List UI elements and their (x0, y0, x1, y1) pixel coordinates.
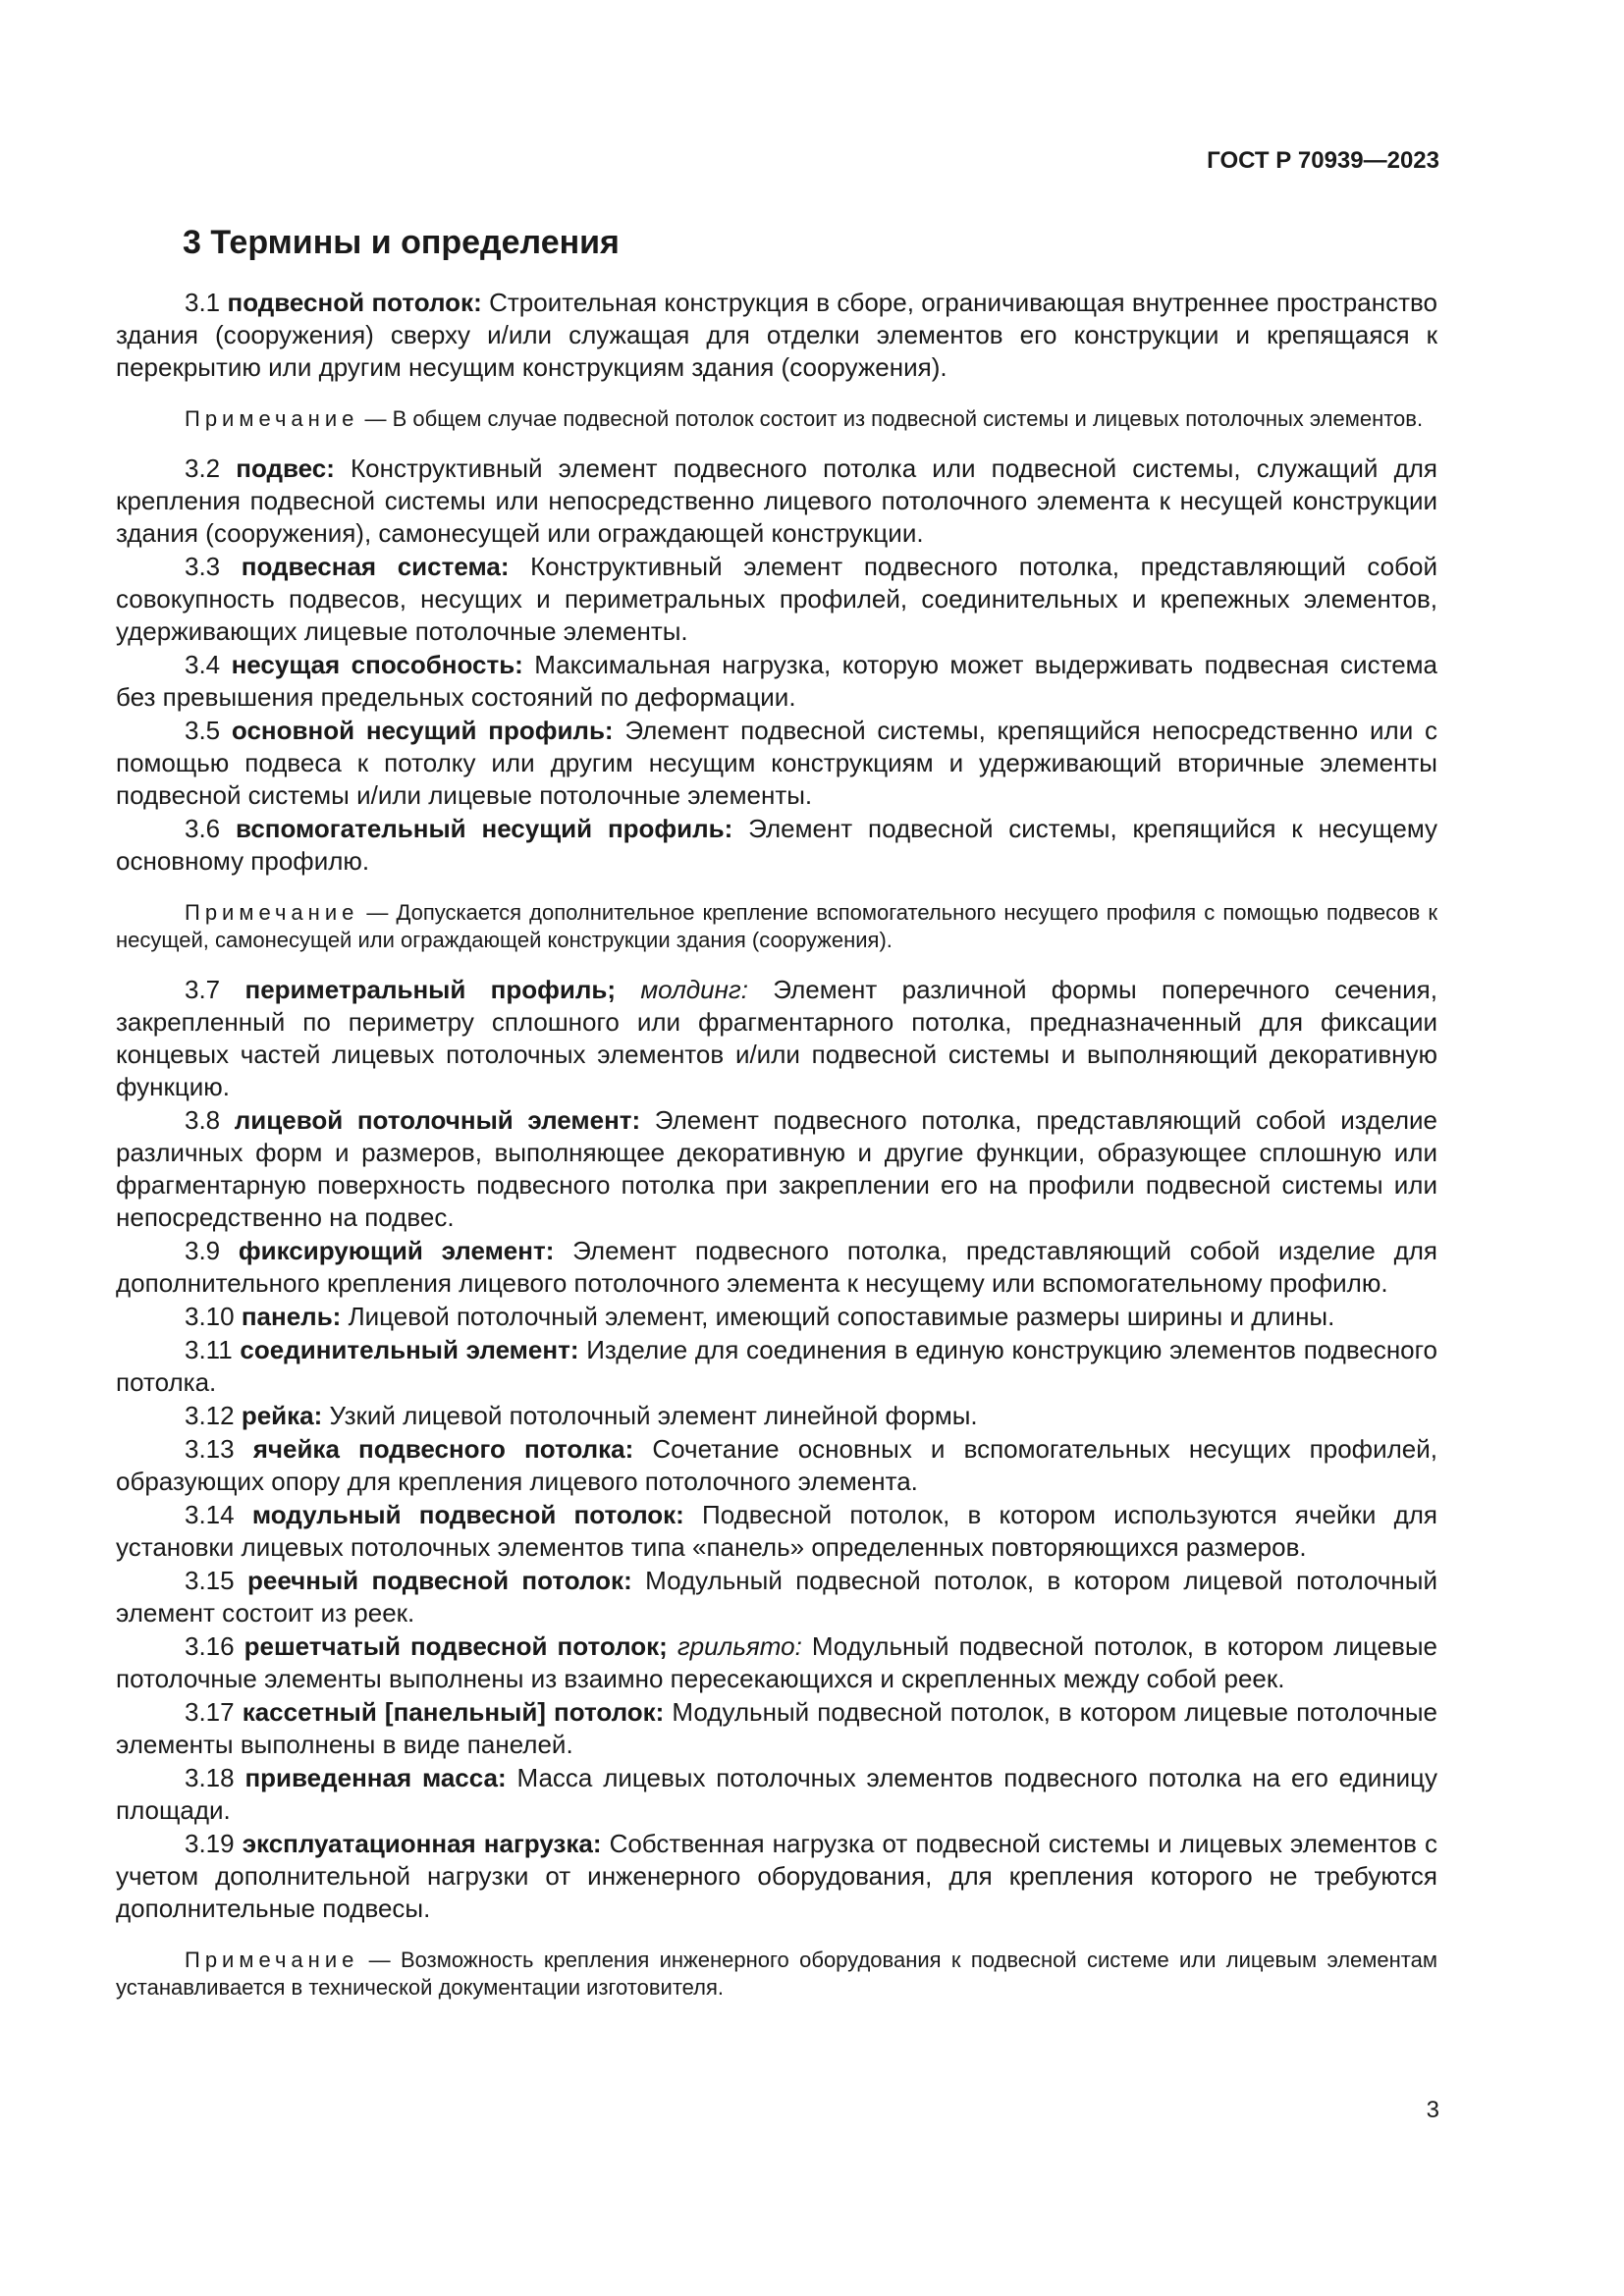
note: Примечание — В общем случае подвесной потолок состоит из подвесной системы и лицевых потолочных элементов. (185, 406, 1424, 431)
term-3-6: 3.6 вспомогательный несущий профиль: Элемент подвесной системы, крепящийся к несущему основному профилю. (116, 814, 1438, 876)
term-3-9: 3.9 фиксирующий элемент: Элемент подвесного потолка, представляющий собой изделие для дополнительного крепления лицевого потолочного элемента к несущему или вспомогательному профилю. (116, 1236, 1437, 1298)
section-heading: 3 Термины и определения (183, 224, 620, 261)
term-3-1: 3.1 подвесной потолок: Строительная конструкция в сборе, ограничивающая внутреннее пространство здания (сооружения) сверху и/или служащая для отделки элементов его конструкции и крепящаяся к перекрытию или другим несущим конструкциям здания (сооружения). (116, 288, 1437, 382)
term-3-16: 3.16 решетчатый подвесной потолок; грильято: Модульный подвесной потолок, в котором лицевые потолочные элементы выполнены из взаимно пересекающихся и скрепленных между собой реек. (116, 1631, 1437, 1693)
note: Примечание — Возможность крепления инженерного оборудования к подвесной системе или лицевым элементам устанавливается в технической документации изготовителя. (116, 1948, 1437, 2000)
term-3-15: 3.15 реечный подвесной потолок: Модульный подвесной потолок, в котором лицевой потолочный элемент состоит из реек. (116, 1566, 1437, 1628)
term-3-17: 3.17 кассетный [панельный] потолок: Модульный подвесной потолок, в котором лицевые потолочные элементы выполнены в виде панелей. (116, 1697, 1437, 1759)
term-3-4: 3.4 несущая способность: Максимальная нагрузка, которую может выдерживать подвесная система без превышения предельных состояний по деформации. (116, 650, 1437, 712)
document-id: ГОСТ Р 70939—2023 (1207, 147, 1439, 174)
term-3-12: 3.12 рейка: Узкий лицевой потолочный элемент линейной формы. (185, 1401, 978, 1430)
term-3-18: 3.18 приведенная масса: Масса лицевых потолочных элементов подвесного потолка на его единицу площади. (116, 1763, 1437, 1825)
term-3-7: 3.7 периметральный профиль; молдинг: Элемент различной формы поперечного сечения, закрепленный по периметру сплошного или фрагментарного потолка, предназначенный для фиксации концевых частей лицевых потолочных элементов и/или подвесной системы и выполняющий декоративную функцию. (116, 975, 1437, 1101)
term-3-2: 3.2 подвес: Конструктивный элемент подвесного потолка или подвесной системы, служащий для крепления подвесной системы или непосредственно лицевого потолочного элемента к несущей конструкции здания (сооружения), самонесущей или ограждающей конструкции. (116, 454, 1437, 548)
term-3-3: 3.3 подвесная система: Конструктивный элемент подвесного потолка, представляющий собой совокупность подвесов, несущих и периметральных профилей, соединительных и крепежных элементов, удерживающих лицевые потолочные элементы. (116, 552, 1437, 646)
term-3-11: 3.11 соединительный элемент: Изделие для соединения в единую конструкцию элементов подвесного потолка. (116, 1335, 1438, 1397)
term-3-13: 3.13 ячейка подвесного потолка: Сочетание основных и вспомогательных несущих профилей, образующих опору для крепления лицевого потолочного элемента. (116, 1434, 1437, 1496)
page-number: 3 (1426, 2097, 1439, 2123)
term-3-8: 3.8 лицевой потолочный элемент: Элемент подвесного потолка, представляющий собой изделие различных форм и размеров, выполняющее декоративную и другие функции, образующее сплошную или фрагментарную поверхность подвесного потолка при закреплении его на профили подвесной системы или непосредственно на подвес. (116, 1105, 1437, 1232)
term-3-10: 3.10 панель: Лицевой потолочный элемент, имеющий сопоставимые размеры ширины и длины. (185, 1302, 1335, 1331)
note: Примечание — Допускается дополнительное крепление вспомогательного несущего профиля с помощью подвесов к несущей, самонесущей или ограждающей конструкции здания (сооружения). (116, 900, 1437, 952)
term-3-5: 3.5 основной несущий профиль: Элемент подвесной системы, крепящийся непосредственно или с помощью подвеса к потолку или другим несущим конструкциям и удерживающий вторичные элементы подвесной системы и/или лицевые потолочные элементы. (116, 716, 1437, 810)
terms-content (116, 287, 1437, 2021)
term-3-19: 3.19 эксплуатационная нагрузка: Собственная нагрузка от подвесной системы и лицевых элементов с учетом дополнительной нагрузки от инженерного оборудования, для крепления которого не требуются дополнительные подвесы. (116, 1829, 1438, 1923)
term-3-14: 3.14 модульный подвесной потолок: Подвесной потолок, в котором используются ячейки для установки лицевых потолочных элементов типа «панель» определенных повторяющихся размеров. (116, 1500, 1438, 1562)
